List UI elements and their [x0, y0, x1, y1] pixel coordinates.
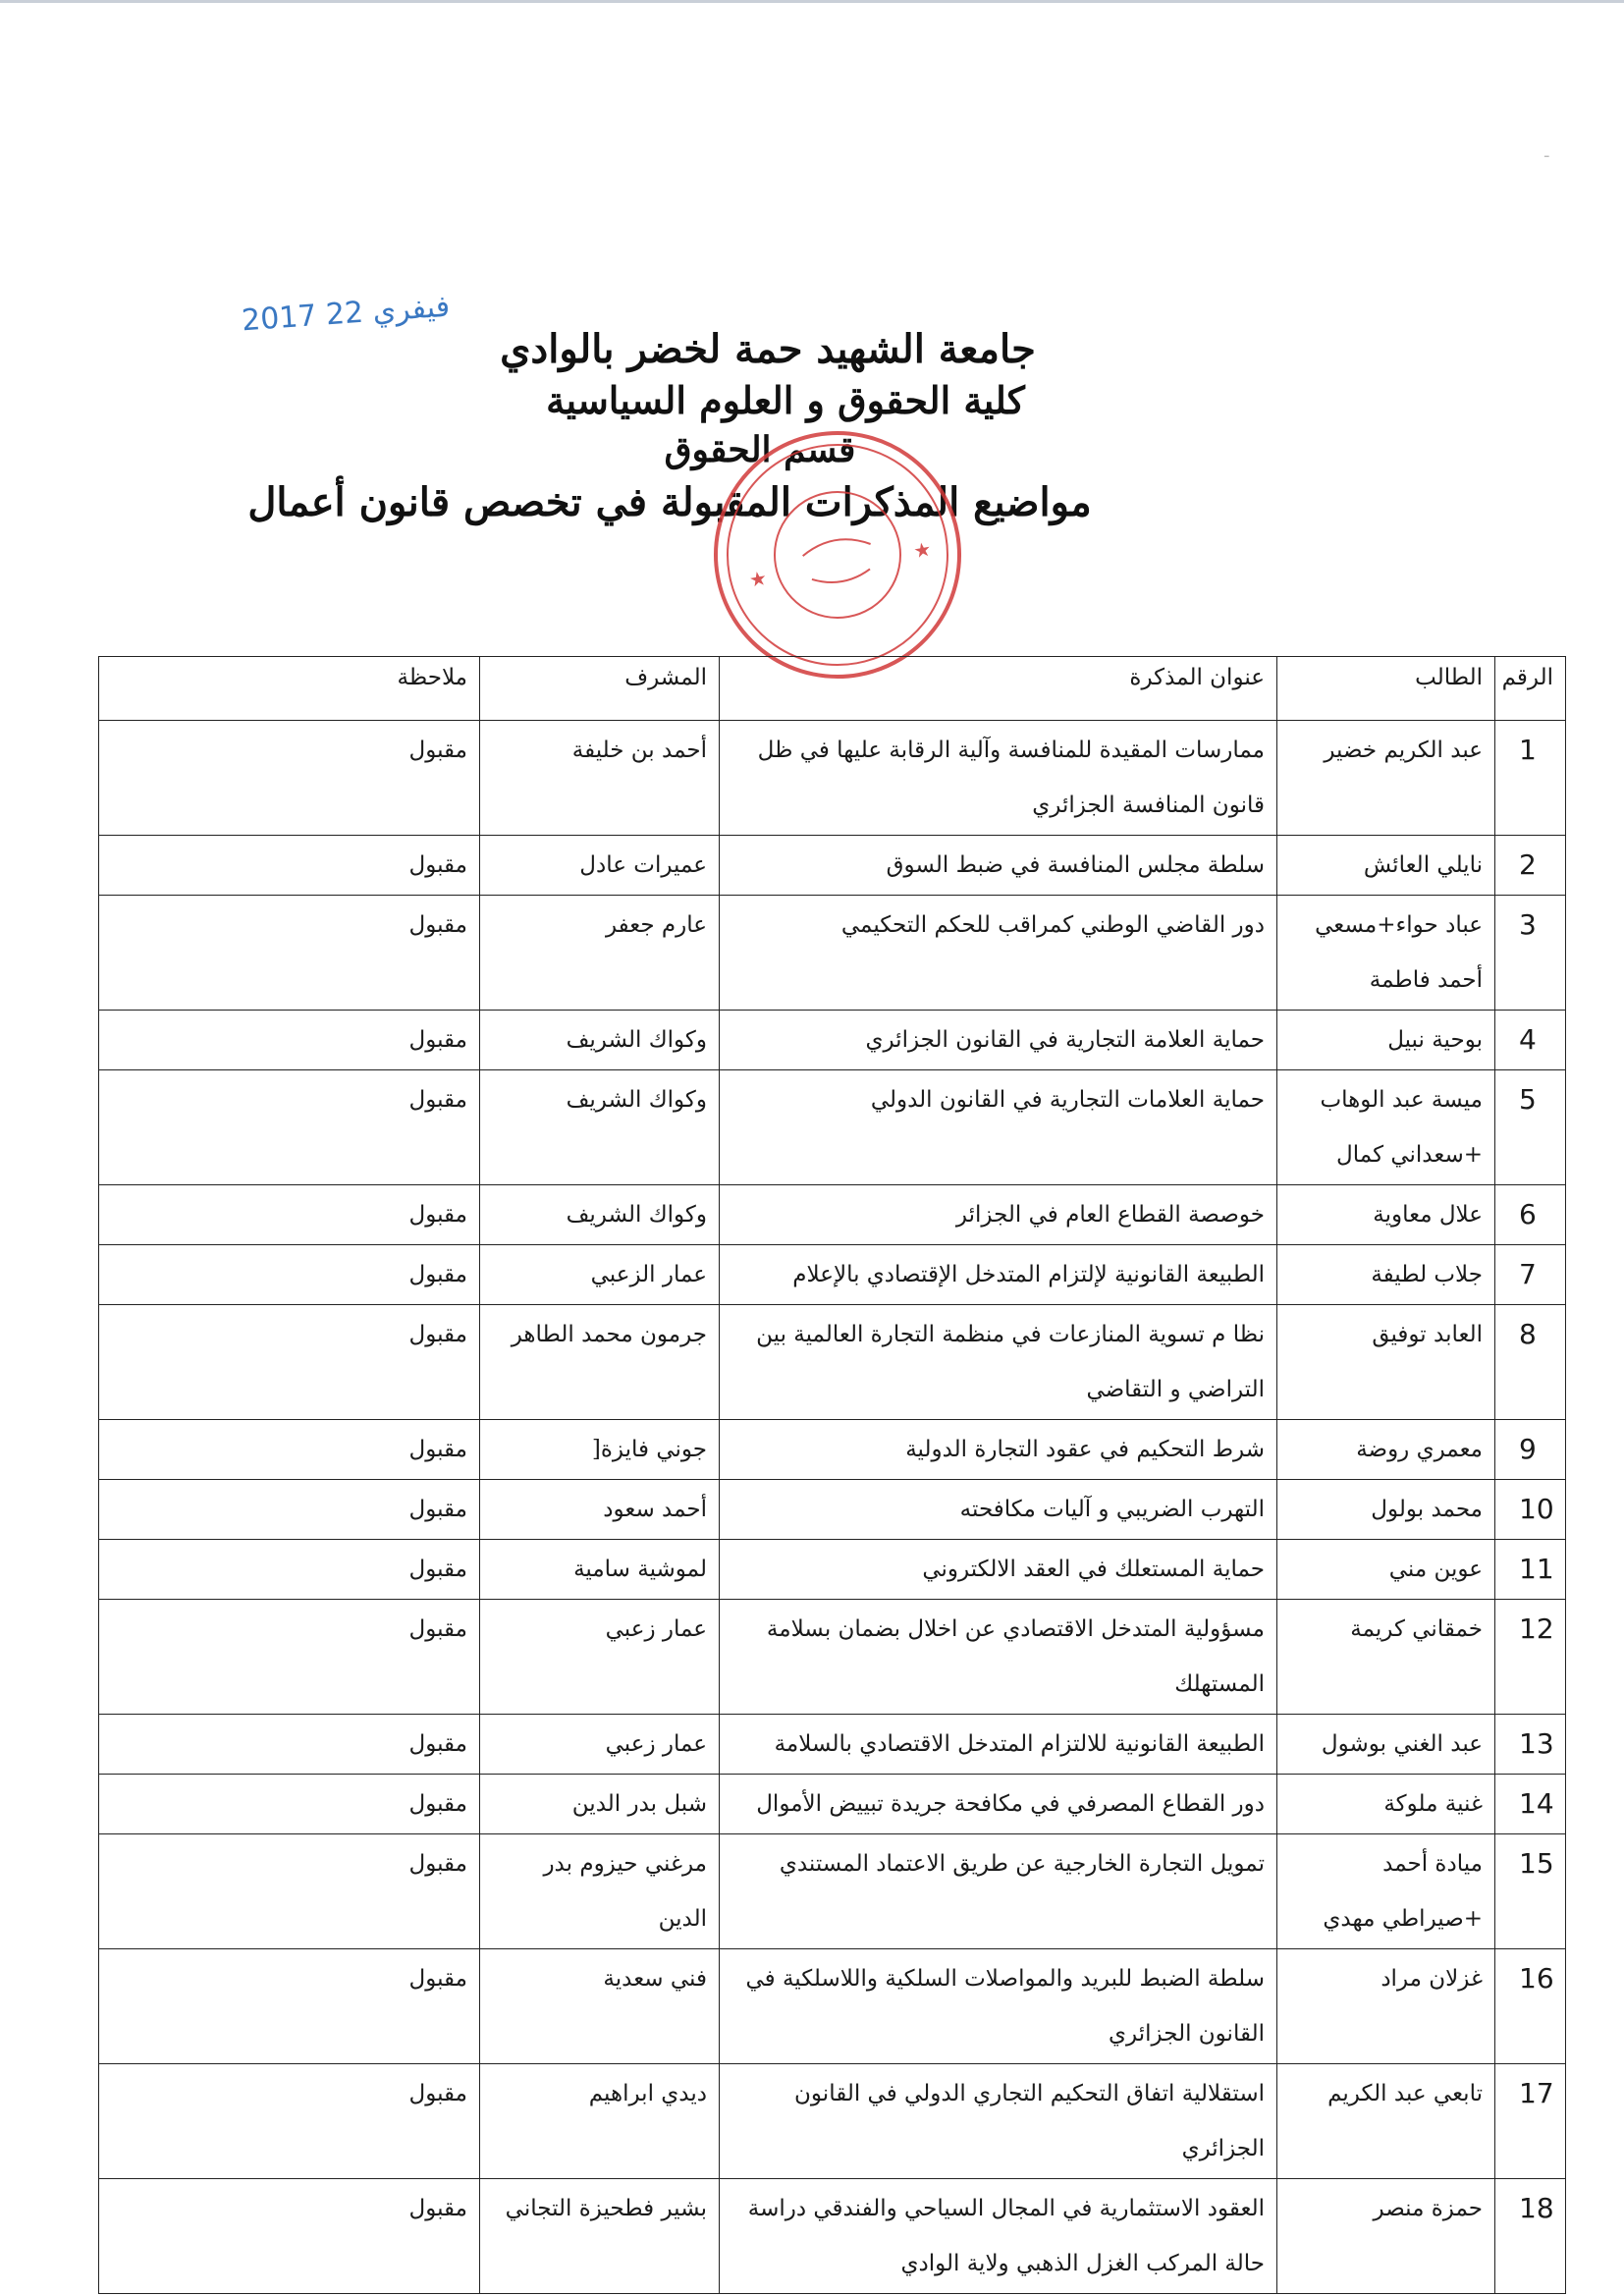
table-row [99, 1775, 1566, 1834]
table-row [99, 1305, 1566, 1420]
cell-supervisor: عميرات عادل [480, 836, 720, 896]
cell-title: ممارسات المقيدة للمنافسة وآلية الرقابة عليها في ظل قانون المنافسة الجزائري [720, 721, 1277, 836]
cell-student: نايلي العائش [1277, 836, 1495, 896]
header-title: عنوان المذكرة [720, 657, 1277, 721]
cell-title: خوصصة القطاع العام في الجزائر [720, 1185, 1277, 1245]
cell-title: حماية المستعلك في العقد الالكتروني [720, 1540, 1277, 1600]
cell-note: مقبول [99, 2064, 480, 2179]
cell-student: محمد بولول [1277, 1480, 1495, 1540]
table-row [99, 1420, 1566, 1480]
cell-number: 3 [1495, 896, 1566, 1011]
cell-note: مقبول [99, 1245, 480, 1305]
cell-student: ميادة أحمد +صيراطي مهدي [1277, 1834, 1495, 1949]
table-row [99, 1185, 1566, 1245]
header-note: ملاحظة [99, 657, 480, 721]
cell-number: 12 [1495, 1600, 1566, 1715]
cell-supervisor: وكواك الشريف [480, 1070, 720, 1185]
cell-note: مقبول [99, 1775, 480, 1834]
date-stamp: 2017 فيفري 22 [241, 289, 452, 339]
header-supervisor: المشرف [480, 657, 720, 721]
svg-text:★: ★ [911, 536, 934, 564]
cell-title: الطبيعة القانونية لإلتزام المتدخل الإقتصادي بالإعلام [720, 1245, 1277, 1305]
cell-note: مقبول [99, 1540, 480, 1600]
cell-supervisor: عمار زعبي [480, 1600, 720, 1715]
cell-number: 1 [1495, 721, 1566, 836]
cell-supervisor: مرغني حيزوم بدر الدين [480, 1834, 720, 1949]
cell-supervisor: شبل بدر الدين [480, 1775, 720, 1834]
cell-title: دور القطاع المصرفي في مكافحة جريدة تبييض الأموال [720, 1775, 1277, 1834]
header-number: الرقم [1495, 657, 1566, 721]
department-name: قسم الحقوق [664, 429, 856, 470]
table-row [99, 1949, 1566, 2064]
cell-student: بوحية نبيل [1277, 1011, 1495, 1070]
table-row [99, 1540, 1566, 1600]
cell-student: تابعي عبد الكريم [1277, 2064, 1495, 2179]
table-row [99, 1600, 1566, 1715]
cell-student: عوين مني [1277, 1540, 1495, 1600]
table-row [99, 896, 1566, 1011]
svg-text:★: ★ [747, 566, 769, 592]
cell-title: حماية العلامة التجارية في القانون الجزائري [720, 1011, 1277, 1070]
table-row [99, 1480, 1566, 1540]
cell-note: مقبول [99, 721, 480, 836]
cell-note: مقبول [99, 1011, 480, 1070]
cell-student: غزلان مراد [1277, 1949, 1495, 2064]
cell-supervisor: جوني فايزة[ [480, 1420, 720, 1480]
cell-note: مقبول [99, 1949, 480, 2064]
cell-supervisor: جرمون محمد الطاهر [480, 1305, 720, 1420]
scan-top-edge [0, 0, 1624, 3]
cell-supervisor: عارم جعفر [480, 896, 720, 1011]
table-row [99, 1715, 1566, 1775]
cell-note: مقبول [99, 1480, 480, 1540]
page-title: مواضيع المذكرات المقبولة في تخصص قانون أعمال [247, 479, 1092, 525]
memos-table [98, 656, 1566, 2294]
cell-supervisor: عمار زعبي [480, 1715, 720, 1775]
table-row [99, 1011, 1566, 1070]
table-row [99, 1070, 1566, 1185]
cell-title: شرط التحكيم في عقود التجارة الدولية [720, 1420, 1277, 1480]
cell-student: علال معاوية [1277, 1185, 1495, 1245]
cell-title: سلطة مجلس المنافسة في ضبط السوق [720, 836, 1277, 896]
cell-title: استقلالية اتفاق التحكيم التجاري الدولي في القانون الجزائري [720, 2064, 1277, 2179]
cell-number: 11 [1495, 1540, 1566, 1600]
cell-number: 5 [1495, 1070, 1566, 1185]
cell-title: حماية العلامات التجارية في القانون الدولي [720, 1070, 1277, 1185]
cell-student: عبد الكريم خضير [1277, 721, 1495, 836]
cell-number: 13 [1495, 1715, 1566, 1775]
margin-mark: - [1543, 145, 1550, 166]
cell-note: مقبول [99, 1715, 480, 1775]
cell-number: 15 [1495, 1834, 1566, 1949]
table-row [99, 2179, 1566, 2294]
cell-number: 4 [1495, 1011, 1566, 1070]
table-header-row [99, 657, 1566, 721]
cell-student: العابد توفيق [1277, 1305, 1495, 1420]
cell-note: مقبول [99, 1834, 480, 1949]
cell-student: حمزة منصر [1277, 2179, 1495, 2294]
cell-note: مقبول [99, 1420, 480, 1480]
cell-supervisor: بشير فطحيزة التجاني [480, 2179, 720, 2294]
cell-number: 17 [1495, 2064, 1566, 2179]
cell-supervisor: ديدي ابراهيم [480, 2064, 720, 2179]
cell-note: مقبول [99, 836, 480, 896]
table-row [99, 721, 1566, 836]
cell-title: التهرب الضريبي و آليات مكافحته [720, 1480, 1277, 1540]
cell-number: 16 [1495, 1949, 1566, 2064]
cell-note: مقبول [99, 2179, 480, 2294]
cell-number: 18 [1495, 2179, 1566, 2294]
cell-supervisor: أحمد سعود [480, 1480, 720, 1540]
table-row [99, 836, 1566, 896]
cell-number: 6 [1495, 1185, 1566, 1245]
cell-number: 8 [1495, 1305, 1566, 1420]
cell-note: مقبول [99, 1305, 480, 1420]
table-row [99, 2064, 1566, 2179]
cell-title: العقود الاستثمارية في المجال السياحي والفندقي دراسة حالة المركب الغزل الذهبي ولاية الوادي [720, 2179, 1277, 2294]
cell-number: 7 [1495, 1245, 1566, 1305]
cell-title: سلطة الضبط للبريد والمواصلات السلكية واللاسلكية في القانون الجزائري [720, 1949, 1277, 2064]
cell-title: مسؤولية المتدخل الاقتصادي عن اخلال بضمان بسلامة المستهلك [720, 1600, 1277, 1715]
cell-student: عبد الغني بوشول [1277, 1715, 1495, 1775]
university-name: جامعة الشهيد حمة لخضر بالوادي [500, 326, 1036, 372]
cell-number: 14 [1495, 1775, 1566, 1834]
cell-student: غنية ملوكة [1277, 1775, 1495, 1834]
cell-title: دور القاضي الوطني كمراقب للحكم التحكيمي [720, 896, 1277, 1011]
cell-supervisor: عمار الزعبي [480, 1245, 720, 1305]
cell-supervisor: فني سعدية [480, 1949, 720, 2064]
cell-number: 9 [1495, 1420, 1566, 1480]
table-row [99, 1245, 1566, 1305]
cell-number: 2 [1495, 836, 1566, 896]
document-header [247, 324, 1218, 532]
cell-title: الطبيعة القانونية للالتزام المتدخل الاقتصادي بالسلامة [720, 1715, 1277, 1775]
cell-note: مقبول [99, 1070, 480, 1185]
cell-title: تمويل التجارة الخارجية عن طريق الاعتماد المستندي [720, 1834, 1277, 1949]
cell-student: خمقاني كريمة [1277, 1600, 1495, 1715]
cell-number: 10 [1495, 1480, 1566, 1540]
cell-note: مقبول [99, 1185, 480, 1245]
cell-student: جلاب لطيفة [1277, 1245, 1495, 1305]
cell-note: مقبول [99, 1600, 480, 1715]
cell-title: نظا م تسوية المنازعات في منظمة التجارة العالمية بين التراضي و التقاضي [720, 1305, 1277, 1420]
cell-supervisor: لموشية سامية [480, 1540, 720, 1600]
cell-supervisor: وكواك الشريف [480, 1185, 720, 1245]
cell-supervisor: أحمد بن خليفة [480, 721, 720, 836]
header-student: الطالب [1277, 657, 1495, 721]
cell-student: معمري روضة [1277, 1420, 1495, 1480]
table-row [99, 1834, 1566, 1949]
cell-student: عباد حواء+مسعي أحمد فاطمة [1277, 896, 1495, 1011]
cell-note: مقبول [99, 896, 480, 1011]
cell-supervisor: وكواك الشريف [480, 1011, 720, 1070]
cell-student: ميسة عبد الوهاب +سعداني كمال [1277, 1070, 1495, 1185]
faculty-name: كلية الحقوق و العلوم السياسية [546, 378, 1025, 422]
